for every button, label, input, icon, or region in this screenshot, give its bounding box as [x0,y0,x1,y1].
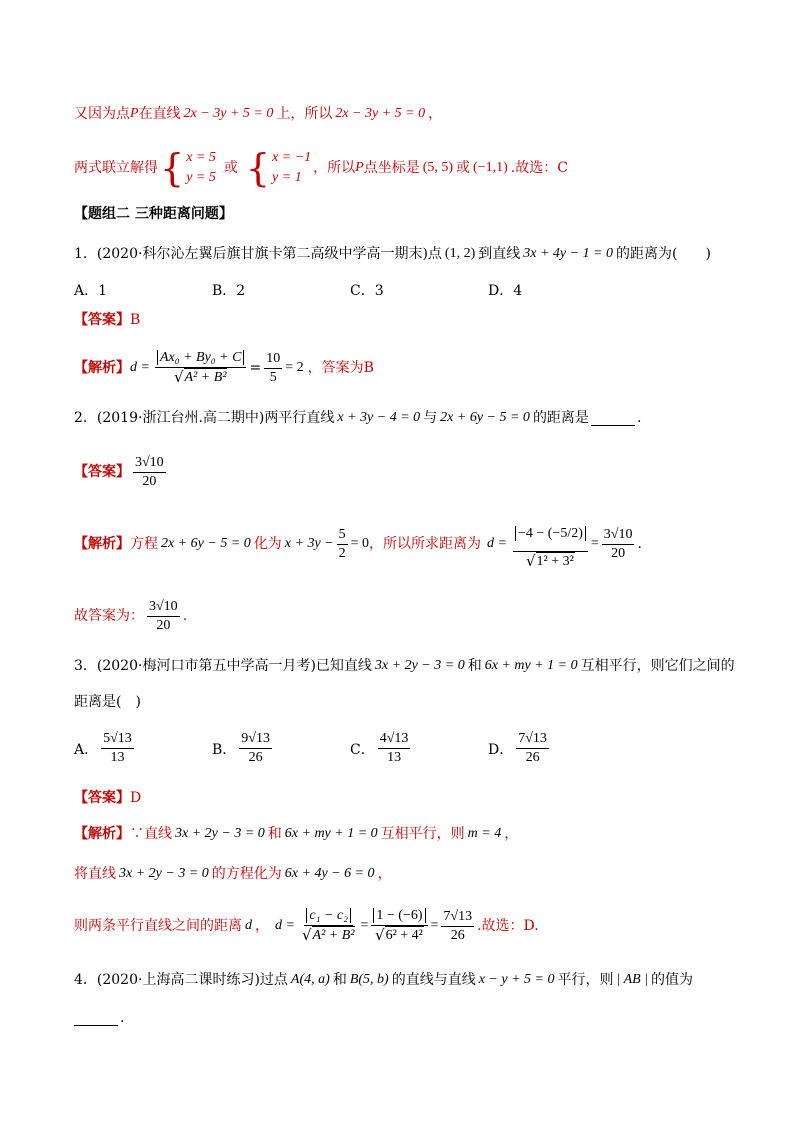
q1-option-a: A．1 [74,283,108,299]
text: 互相平行，则它们之间的 [580,658,735,674]
equation: x + 3y − 4 = 0 [337,410,421,425]
text: 1．(2020·科尔沁左翼后旗甘旗卡第二高级中学高一期末)点 [74,246,442,262]
q3-analysis-1 [74,824,734,844]
distance-formula: Ax₀ + By₀ + C √ A² + B² [155,349,247,388]
q3-option-a [74,730,137,767]
q1-analysis [74,348,734,388]
distance-formula: −4 − (−5/2) √ 1² + 3² [513,517,588,572]
denominator: 13 [110,750,125,765]
equation: 3x + 2y − 3 = 0 [175,826,265,841]
coordinate: (−1,1) [473,160,508,175]
question-2-stem [74,408,734,428]
denominator: 26 [525,750,540,765]
point-b: B(5, b) [349,972,389,987]
analysis-label: 【解析】 [74,536,130,552]
text: ， [255,918,269,934]
q3-option-d [488,730,552,767]
formula-numerator: Ax₀ + By₀ + C [157,350,245,365]
text: 点坐标是 [363,160,420,176]
answer-value: B [130,312,141,328]
numerator: 7√13 [441,908,474,927]
answer-label: 【答案】 [74,464,130,480]
equation: 6x + my + 1 = 0 [484,658,578,673]
text: ， [377,866,392,882]
numerator: c₁ − c₂ [306,908,351,923]
sys-row: x = 5 [186,150,216,165]
text: ，所以 [313,160,356,176]
equation: 6x + my + 1 = 0 [284,826,378,841]
denominator: 20 [142,473,157,489]
equation: = 0 [350,536,370,551]
point-p: P [130,106,139,121]
equation: 3x + 4y − 1 = 0 [523,246,614,261]
text: 和 [267,826,282,842]
q1-option-b: B．2 [212,283,246,299]
equation-system-2: { x = −1 y = 1 [245,146,312,190]
answer-value: D [130,790,142,806]
equation: 2x + 6y − 5 = 0 [440,410,530,425]
answer-fraction [133,454,166,491]
q2-answer [74,450,734,494]
text: 与 [423,410,438,426]
text: 则两条平行直线之间的距离 [74,918,242,934]
equation: 2x + 6y − 5 = 0 [161,536,251,551]
q3-analysis-3: 则两条平行直线之间的距离 d ， d = c₁ − c₂ √ A² + B² = 1 − (−6) √ 6² + 4² = $\frac{7√13}{26}$ .故选：D. [74,907,539,944]
text: . [182,608,188,624]
q2-analysis: 【解析】 方程 2x + 6y − 5 = 0 化为 x + 3y − $\frac{5}{2}$ = 0 ，所以所求距离为 d = −4 − (−5/2) √ 1² + 3² = $\frac{3√10}{20}$ . [74,510,734,578]
answer-label: 【答案】 [74,790,130,806]
intro-line-2 [74,146,734,190]
numerator: 10 [264,350,282,369]
distance-symbol: d = [275,918,295,933]
distance-symbol: d = [487,536,507,551]
numerator: 5 [337,526,348,545]
text: 或 [456,160,471,176]
text: 将直线 [74,866,116,882]
formula-fraction-3 [441,908,474,945]
sys-row: x = −1 [272,150,312,165]
text: 平行，则 [557,972,614,988]
distance-symbol: d = [130,360,150,375]
text: .故选：D. [477,918,539,934]
denominator: 26 [248,750,263,765]
equation: x + 3y − [284,536,334,551]
text: 到直线 [478,246,521,262]
denominator: 6² + 4² [385,927,423,943]
text: ，所以所求距离为 [369,536,482,552]
text: 上，所以 [276,106,333,122]
denominator: 13 [387,750,402,765]
text: 互相平行，则 [380,826,465,842]
conclusion-fraction [147,598,180,635]
numerator: 5√13 [101,730,134,749]
sys-row: y = 1 [272,170,302,185]
equation: 6x + 4y − 6 = 0 [284,866,375,881]
text: 两式联立解得 [74,160,158,176]
question-3-stem-1 [74,656,734,676]
formula-numerator: −4 − (−5/2) [515,526,586,541]
text: 方程 [130,536,158,552]
q1-option-d: D．4 [488,283,523,299]
sys-row: y = 5 [186,170,216,185]
distance-symbol: d [245,918,252,933]
question-1-stem [74,244,734,264]
intro-line-1 [74,104,734,124]
denominator: 5 [269,369,277,385]
denominator: 2 [338,545,346,561]
text: ∵直线 [130,826,172,842]
analysis-label: 【解析】 [74,826,130,842]
coordinate: (1, 2) [444,246,476,261]
q3-option-c [350,730,413,767]
text: .故选：C [510,160,568,176]
question-4-stem [74,970,734,990]
equation: 3x + 2y − 3 = 0 [374,658,465,673]
formula-fraction-2: 1 − (−6) √ 6² + 4² [371,907,427,946]
numerator: 3√10 [602,526,635,545]
text: 和 [467,658,482,674]
text: ， [428,106,443,122]
result: = 2 [285,360,304,375]
text: 的值为 [651,972,694,988]
point-p: P [355,160,364,175]
fraction [337,526,348,563]
text: . [120,1010,125,1026]
numerator: 9√13 [239,730,272,749]
text: 化为 [253,536,282,552]
coordinate: (5, 5) [422,160,454,175]
numerator: 1 − (−6) [373,908,425,923]
answer-blank [591,411,635,426]
text: 2．(2019·浙江台州.高二期中)两平行直线 [74,410,335,426]
answer-label: 【答案】 [74,312,130,328]
fraction [264,350,282,387]
option-label: C． [350,741,375,758]
q3-answer [74,788,734,808]
text: . [636,410,642,426]
numerator: 3√10 [147,598,180,617]
segment-length: | AB | [616,972,649,987]
text: 或 [223,160,238,176]
equation: 2x − 3y + 5 = 0 [335,106,426,121]
numerator: 3√10 [133,454,166,473]
q1-answer [74,310,734,330]
point-a: A(4, a) [290,972,330,987]
equation: 2x − 3y + 5 = 0 [183,106,274,121]
analysis-label: 【解析】 [74,360,130,376]
text: 的距离是 [532,410,589,426]
q2-conclusion [74,594,734,638]
formula-fraction-1: c₁ − c₂ √ A² + B² [301,907,355,944]
equation: 3x + 2y − 3 = 0 [119,866,209,881]
text: 的直线与直线 [391,972,476,988]
formula-denominator: A² + B² [184,369,227,385]
denominator: 20 [156,617,171,633]
text: 的方程化为 [211,866,282,882]
q3-analysis-2 [74,864,734,884]
q1-option-c: C．3 [350,283,384,299]
question-4-blank-line [74,1008,734,1028]
equation: x − y + 5 = 0 [478,972,555,987]
text: 故答案为： [74,608,144,624]
text: . [637,536,642,552]
equation-system-1: { x = 5 y = 5 [160,146,216,190]
denominator: A² + B² [312,927,355,943]
denominator: 26 [450,927,465,943]
answer-blank [74,1011,118,1026]
text: 4．(2020·上海高二课时练习)过点 [74,972,288,988]
denominator: 20 [611,545,626,561]
text: 3．(2020·梅河口市第五中学高一月考)已知直线 [74,658,372,674]
numerator: 4√13 [378,730,411,749]
numerator: 7√13 [516,730,549,749]
equation: m = 4 [467,826,502,841]
option-label: B． [212,741,237,758]
option-label: D． [488,741,514,758]
text: 又因为点 [74,106,130,122]
text: ，答案为B [307,360,374,376]
group-title: 【题组二 三种距离问题】 [74,206,233,222]
formula-denominator: 1² + 3² [536,553,574,569]
option-label: A． [74,741,99,758]
result-fraction [602,526,635,563]
text: 的距离为( ) [616,246,711,262]
text: ， [504,826,519,842]
text: 在直线 [138,106,181,122]
text: 和 [332,972,347,988]
text: = [249,360,262,376]
question-3-stem-2: 距离是( ) [74,694,141,710]
q3-option-b [212,730,275,767]
